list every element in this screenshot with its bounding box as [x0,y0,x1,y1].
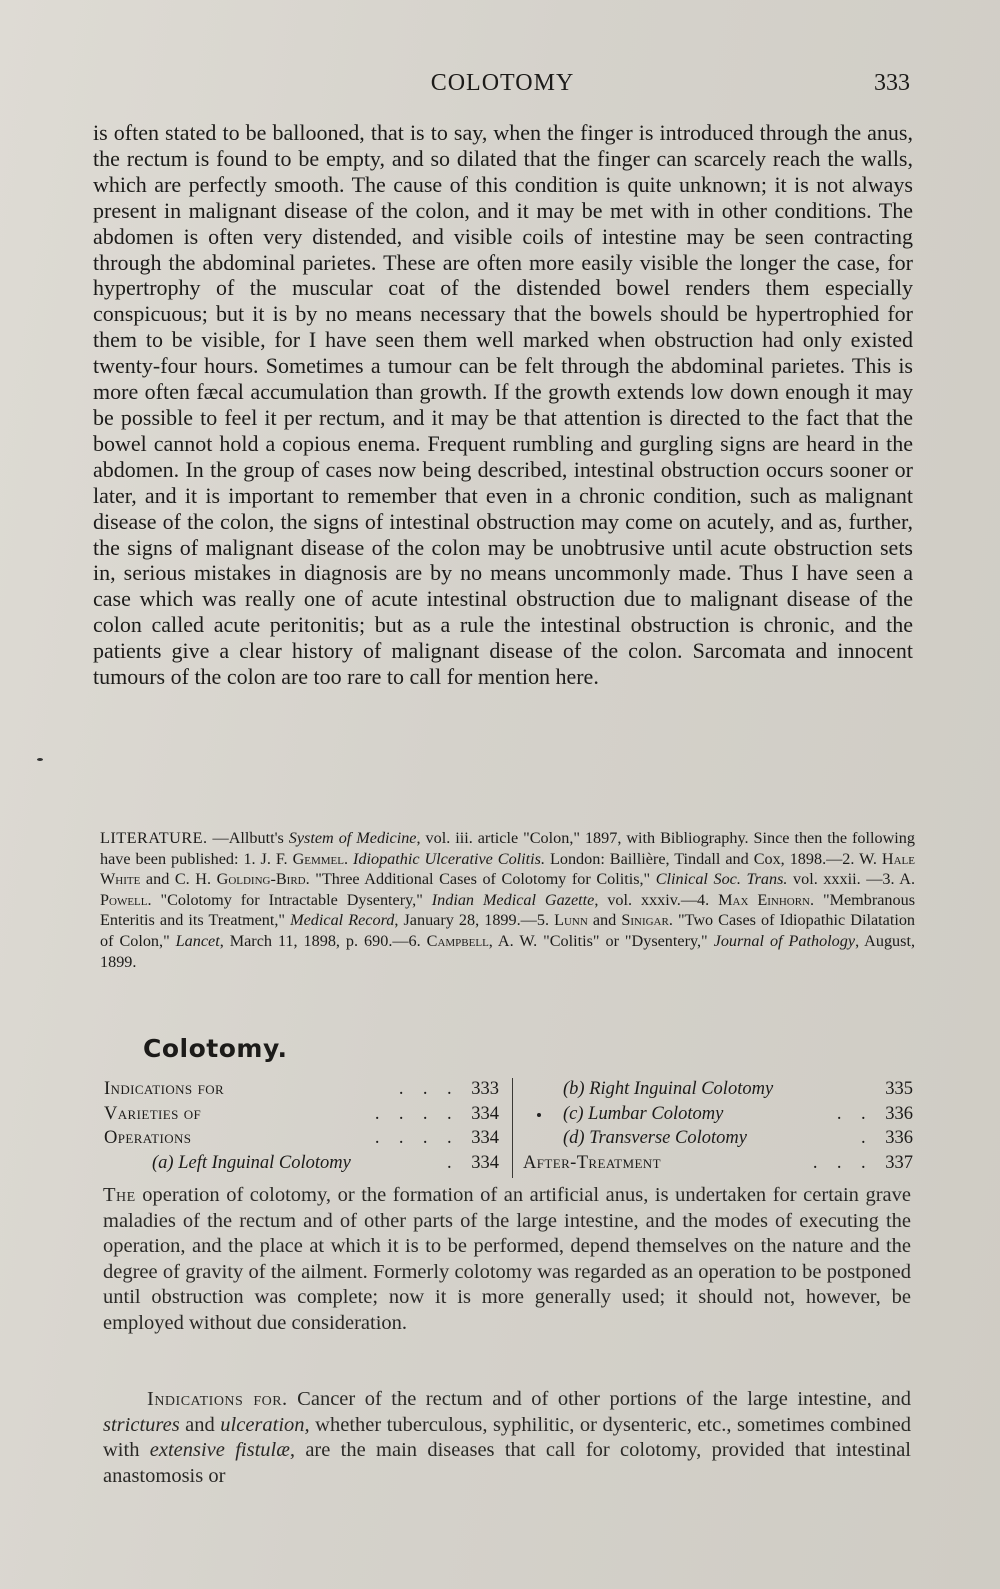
toc-entry-label [152,1151,351,1176]
literature-title: Journal of Pathology [713,931,856,950]
paragraph-1: is often stated to be ballooned, that is to say, when the finger is introduced through the anus, the rectum is found to be empty, and so dilated that the finger can scarcely reach the walls, which are perfectly smooth. The cause of this condition is quite unknown; it is not always present in malignant disease of the colon, and it may be met with in other conditions. The abdomen is often very distended, and visible coils of intestine may be seen contracting through the abdominal parietes. These are often more easily visible the longer the case, for hypertrophy of the muscular coat of the distended bowel renders them especially conspicuous; but it is by no means necessary that the bowels should be hypertrophied for them to be visible, for I have seen them well marked when obstruction had only existed twenty-four hours. Sometimes a tumour can be felt through the abdominal parietes. This is more often fæcal accumulation than growth. If the growth extends low down enough it may be possible to feel it per rectum, and it may be that attention is directed to the fact that the bowel cannot hold a copious enema. Frequent rumbling and gurgling signs are heard in the abdomen. In the group of cases now being described, intestinal obstruction occurs sooner or later, and it is important to remember that even in a chronic condition, such as malignant disease of the colon, the signs of intestinal obstruction may come on acutely, and as, further, the signs of malignant disease of the colon may be unobtrusive until acute obstruction sets in, serious mistakes in diagnosis are by no means uncommonly made. Thus I have seen a case which was really one of acute intestinal obstruction due to malignant disease of the colon called acute peritonitis; but as a rule the intestinal obstruction is chronic, and the patients give a clear history of malignant disease of the colon. Sarcomata and innocent tumours of the colon are too rare to call for mention here. [93,120,913,690]
paragraph-2 [103,1183,911,1336]
paragraph-text: whether tuberculous, syphilitic, or dysenteric, etc., sometimes combined with [103,1413,911,1461]
paragraph-text: are the main diseases that call for colotomy, provided that intestinal anastomosis or [103,1439,911,1487]
toc-entry [104,1102,499,1127]
literature-text: "Two Cases of Idiopathic Dilatation of Colon," [100,911,916,950]
paragraph-3 [103,1387,911,1489]
page-header [95,70,910,104]
toc-entry-label [563,1126,747,1151]
toc-entry-page: 336 [885,1103,913,1124]
literature-author: Lunn [554,911,588,930]
toc-leader-dots: . [446,1152,459,1173]
emphasis-text: ulceration, [220,1413,310,1436]
toc-entry-label: Operations [104,1128,192,1148]
toc-entry-page: 335 [885,1079,913,1099]
toc-leader-dots: . . [836,1103,873,1124]
literature-text: , March 11, 1898, p. 690.—6. [219,931,427,950]
literature-note [100,828,915,972]
toc-leader-dots: . . . . [374,1128,459,1148]
toc-entry [104,1126,499,1151]
toc-entry-page: 334 [471,1103,499,1124]
toc-entry-label: Indications for [104,1079,225,1099]
literature-text: and C. H. [140,870,217,889]
literature-text: , vol. xxxiv.—4. [594,890,719,909]
literature-title: Clinical Soc. Trans. [655,870,788,889]
emphasis-text: extensive fistulæ, [149,1439,296,1461]
ink-spot [37,758,43,761]
literature-author: Golding-Bird. [216,870,310,889]
paragraph-lead: Indications for. [147,1388,288,1410]
literature-text: —Allbutt's [207,829,289,847]
toc-right-column [523,1077,913,1175]
emphasis-text: strictures [103,1413,180,1436]
toc-leader-dots: . [860,1128,873,1148]
toc-entry [523,1077,913,1102]
toc-leader-dots: . . . [812,1152,873,1173]
literature-text: vol. xxxii. —3. A. [787,870,915,889]
toc-leader-dots: . . . . [374,1103,459,1124]
toc-entry [104,1077,499,1102]
paragraph-text: Cancer of the rectum and of other portions of the large intestine, and [287,1388,912,1410]
literature-text: "Membranous Enteritis and its Treatment," [100,890,915,930]
literature-text: , August, 1899. [100,931,915,971]
paragraph-text: operation of colotomy, or the formation of an artificial anus, is undertaken for certain grave maladies of the rectum and of other parts of the large intestine, and the modes of executing the operation, and the place at which it is to be performed, depend themselves on the nature and the degree of gravity of the ailment. Formerly colotomy was regarded as an operation to be postponed until obstruction was complete; now it is more generally used; it should not, however, be employed without due consideration. [103,1184,911,1334]
toc-entry-label [563,1102,723,1127]
literature-author: Powell. [100,890,152,909]
page-number: 333 [874,70,910,96]
literature-title: Medical Record [290,911,395,930]
literature-text: "Colotomy for Intractable Dysentery," [151,890,432,909]
literature-text: "Colitis" or "Dysentery," [537,931,714,950]
toc-entry-label-text: (b) Right Inguinal Colotomy [563,1079,774,1099]
section-title: Colotomy. [143,1034,288,1063]
toc-entry-label: After-Treatment [523,1152,661,1173]
toc-entry-label-text: (c) Lumbar Colotomy [563,1103,724,1124]
toc-entry-label: Varieties of [104,1103,202,1124]
toc-entry-page: 333 [471,1079,499,1099]
literature-author: Max Einhorn. [718,890,815,909]
toc-entry-page: 337 [885,1152,913,1173]
literature-title: Indian Medical Gazette [431,890,595,909]
literature-author: Campbell, A. W. [426,931,538,950]
toc-entry [104,1151,499,1176]
toc-entry-label-text: (d) Transverse Colotomy [563,1128,747,1148]
toc-entry-page: 336 [885,1128,913,1148]
toc-entry-label [563,1077,773,1102]
literature-title: Idiopathic Ulcerative Colitis. [353,849,545,868]
literature-author: Gemmel. [292,849,349,868]
toc-entry-page: 334 [471,1152,499,1173]
bullet-mark [537,1113,541,1117]
literature-text: and [587,911,622,930]
running-head: COLOTOMY [430,70,575,96]
literature-text: , vol. iii. article "Colon," 1897, with Bibliography. Since then the following have been published: 1. J. F. [100,829,915,868]
literature-title: Lancet [175,931,220,950]
literature-author: Sinigar. [621,911,673,930]
literature-label: LITERATURE. [100,829,208,847]
paragraph-lead: The [103,1184,136,1206]
toc-entry [523,1151,913,1176]
literature-text: London: Baillière, Tindall and Cox, 1898.—2. W. [545,849,882,868]
toc-divider [512,1078,513,1178]
toc-entry-label-text: (a) Left Inguinal Colotomy [152,1152,351,1173]
toc-entry [523,1126,913,1151]
paragraph-text: and [179,1413,221,1436]
literature-author: Hale White [100,849,915,889]
literature-text: "Three Additional Cases of Colotomy for Colitis," [309,870,656,889]
toc-entry-page: 334 [471,1128,499,1148]
literature-text: , January 28, 1899.—5. [394,911,555,930]
toc-leader-dots: . . . [398,1079,459,1099]
toc-left-column [104,1077,499,1175]
literature-title: System of Medicine [288,829,417,847]
toc-entry [523,1102,913,1127]
